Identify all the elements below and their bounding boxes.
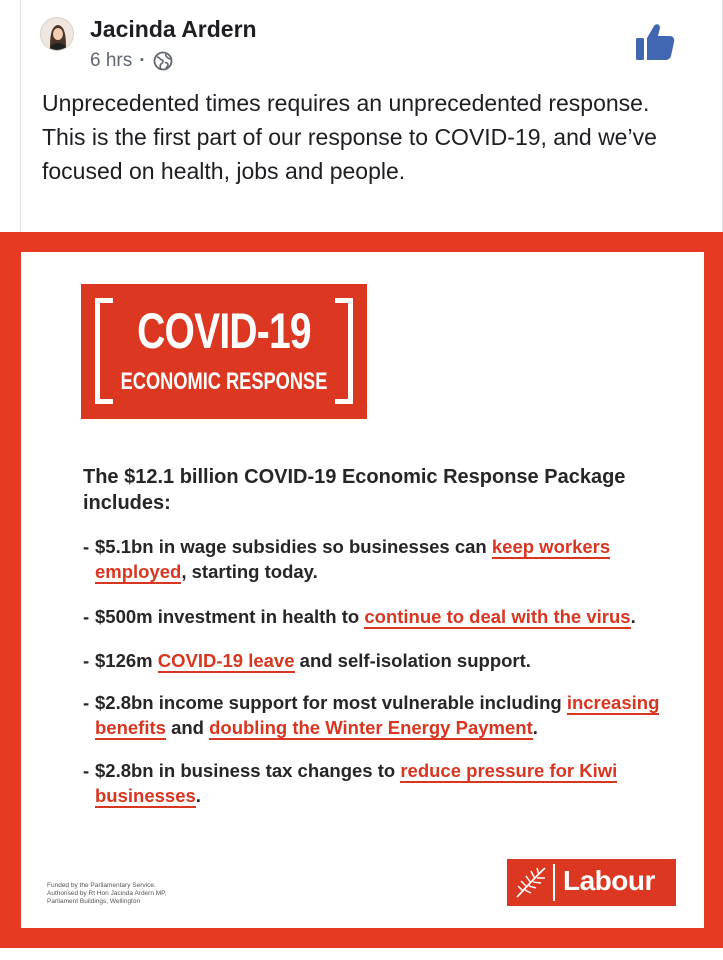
list-item — [83, 758, 663, 808]
bullet-text: $500m investment in health to — [95, 606, 365, 627]
labour-logo-text: Labour — [563, 865, 655, 896]
meta-separator: · — [139, 50, 146, 71]
list-item — [83, 534, 663, 584]
bullet-text: and — [165, 717, 210, 738]
logo-bracket-right — [335, 298, 353, 404]
bullet-text: $126m — [95, 650, 158, 671]
post-meta — [90, 50, 173, 72]
authorisation-statement — [47, 882, 247, 906]
rose-icon — [513, 864, 551, 901]
bullet-text: $2.8bn income support for most vulnerable including — [95, 692, 567, 713]
bullet-text: and self-isolation support. — [294, 650, 531, 671]
post-timestamp[interactable]: 6 hrs — [90, 50, 133, 71]
bullet-text: . — [532, 717, 538, 738]
list-item — [83, 604, 663, 629]
package-list — [83, 534, 663, 808]
post-header — [40, 14, 680, 76]
logo-subtitle: ECONOMIC RESPONSE — [120, 368, 328, 395]
bullet-highlight: keep workers employed — [95, 536, 611, 582]
logo-divider — [553, 864, 555, 901]
bullet-highlight: doubling the Winter Energy Payment — [209, 717, 533, 738]
logo-title: COVID-19 — [137, 303, 311, 359]
authorisation-line: Funded by the Parliamentary Service. — [47, 882, 156, 889]
bullet-text: $2.8bn in business tax changes to — [95, 760, 401, 781]
image-card — [21, 252, 704, 928]
bullet-highlight: increasing benefits — [95, 692, 660, 738]
profile-photo-icon — [41, 18, 74, 51]
authorisation-line: Authorised by Rt Hon Jacinda Ardern MP, — [47, 890, 167, 897]
globe-icon[interactable] — [153, 51, 173, 71]
post-border-left — [20, 0, 21, 232]
package-intro: The $12.1 billion COVID-19 Economic Response Package includes: — [83, 466, 626, 514]
bullet-highlight: continue to deal with the virus — [364, 606, 631, 627]
list-item — [83, 648, 663, 673]
labour-logo — [507, 859, 676, 906]
avatar[interactable] — [40, 17, 74, 51]
logo-bracket-left — [95, 298, 113, 404]
bullet-highlight: COVID-19 leave — [157, 650, 295, 671]
bullet-highlight: reduce pressure for Kiwi businesses — [95, 760, 618, 806]
shared-image[interactable] — [0, 232, 723, 948]
author-name[interactable]: Jacinda Ardern — [90, 16, 257, 42]
bullet-text: $5.1bn in wage subsidies so businesses can — [95, 536, 492, 557]
bullet-text: , starting today. — [181, 561, 318, 582]
covid-response-logo — [81, 284, 367, 419]
bullet-text: . — [630, 606, 636, 627]
list-item — [83, 690, 663, 740]
bullet-text: . — [195, 785, 201, 806]
thumbs-up-icon[interactable] — [634, 22, 676, 62]
post-text: Unprecedented times requires an unprecedented response. This is the first part of our response to COVID-19, and we’ve focused on health, jobs and people. — [42, 90, 657, 184]
authorisation-line: Parliament Buildings, Wellington — [47, 898, 141, 905]
